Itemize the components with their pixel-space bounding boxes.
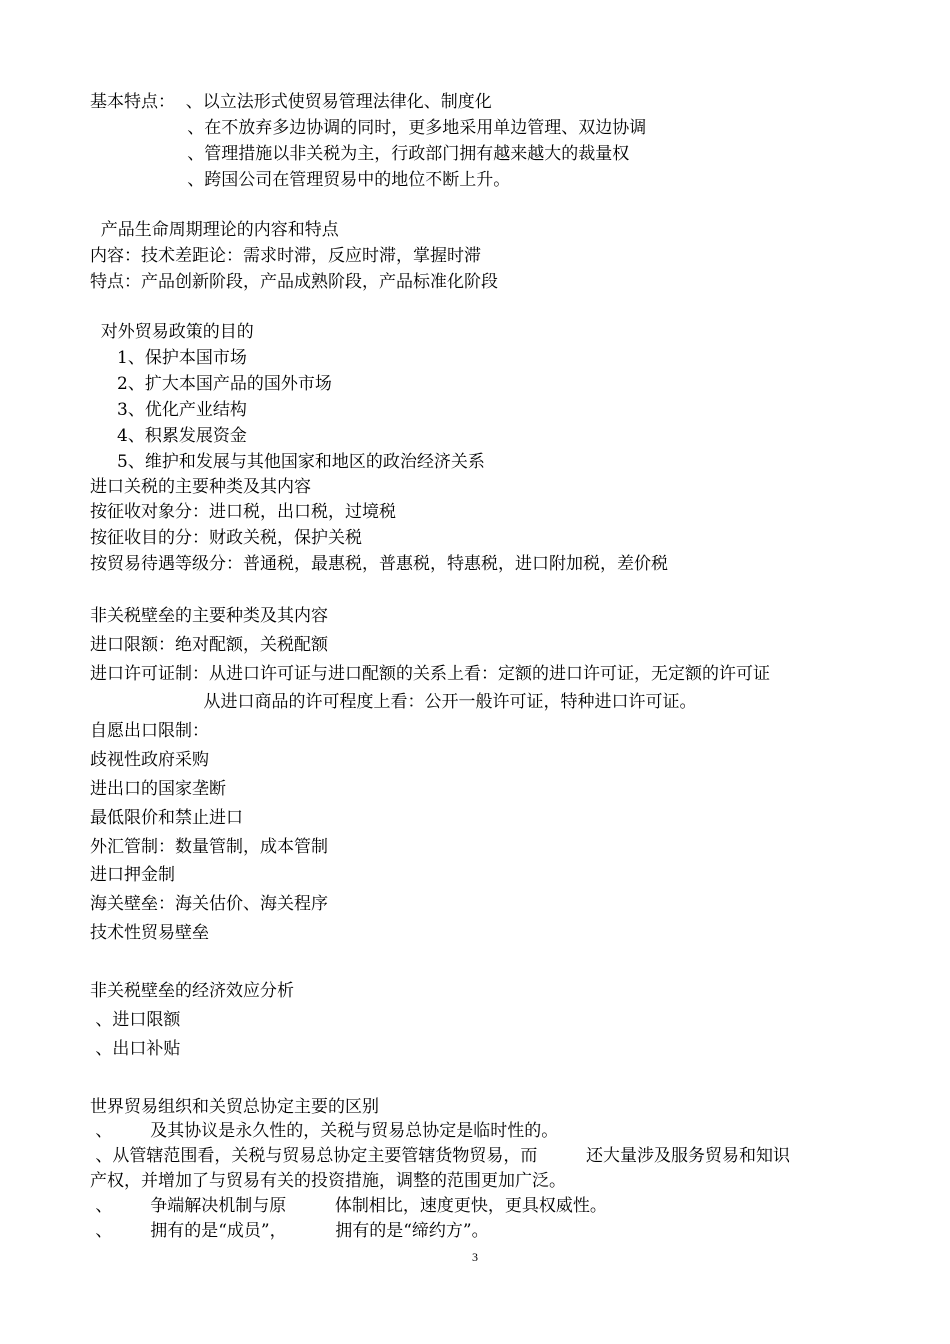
text-line: 特点：产品创新阶段，产品成熟阶段，产品标准化阶段 xyxy=(90,272,498,292)
text-line: 外汇管制：数量管制，成本管制 xyxy=(90,837,328,857)
text-line: 技术性贸易壁垒 xyxy=(90,923,209,943)
section-heading: 产品生命周期理论的内容和特点 xyxy=(90,220,339,240)
list-item: 3、优化产业结构 xyxy=(90,400,247,420)
text-line: 、跨国公司在管理贸易中的地位不断上升。 xyxy=(90,170,511,190)
list-item: 4、积累发展资金 xyxy=(90,426,247,446)
section-heading: 非关税壁垒的经济效应分析 xyxy=(90,981,294,1001)
text-line: 进口押金制 xyxy=(90,865,175,885)
text-line: 海关壁垒：海关估价、海关程序 xyxy=(90,894,328,914)
text-line: 基本特点： 、以立法形式使贸易管理法律化、制度化 xyxy=(90,92,492,112)
list-item: 2、扩大本国产品的国外市场 xyxy=(90,374,332,394)
text-line: 产权，并增加了与贸易有关的投资措施，调整的范围更加广泛。 xyxy=(90,1171,566,1191)
list-item: 5、维护和发展与其他国家和地区的政治经济关系 xyxy=(90,452,485,472)
text-line: 、在不放弃多边协调的同时，更多地采用单边管理、双边协调 xyxy=(90,118,647,138)
list-item: 、进口限额 xyxy=(90,1010,181,1030)
section-heading: 进口关税的主要种类及其内容 xyxy=(90,477,311,497)
list-item: 、 及其协议是永久性的，关税与贸易总协定是临时性的。 xyxy=(90,1121,559,1141)
text-line: 、管理措施以非关税为主，行政部门拥有越来越大的裁量权 xyxy=(90,144,630,164)
list-item: 、 拥有的是“成员”， 拥有的是“缔约方”。 xyxy=(90,1221,489,1241)
section-heading: 非关税壁垒的主要种类及其内容 xyxy=(90,606,328,626)
text-line: 按征收对象分：进口税，出口税，过境税 xyxy=(90,502,396,522)
text-line: 自愿出口限制： xyxy=(90,721,209,741)
text-line: 歧视性政府采购 xyxy=(90,750,209,770)
list-item: 1、保护本国市场 xyxy=(90,348,247,368)
list-item: 、出口补贴 xyxy=(90,1039,181,1059)
text-line: 从进口商品的许可程度上看：公开一般许可证，特种进口许可证。 xyxy=(90,692,697,712)
text-line: 内容：技术差距论：需求时滞，反应时滞，掌握时滞 xyxy=(90,246,481,266)
text-line: 进口限额：绝对配额，关税配额 xyxy=(90,635,328,655)
list-item: 、从管辖范围看，关税与贸易总协定主要管辖货物贸易，而 还大量涉及服务贸易和知识 xyxy=(90,1146,791,1166)
text-line: 按征收目的分：财政关税，保护关税 xyxy=(90,528,362,548)
text-line: 最低限价和禁止进口 xyxy=(90,808,243,828)
page-number: 3 xyxy=(472,1250,478,1264)
text-line: 进出口的国家垄断 xyxy=(90,779,226,799)
text-line: 按贸易待遇等级分：普通税，最惠税，普惠税，特惠税，进口附加税，差价税 xyxy=(90,554,668,574)
section-heading: 对外贸易政策的目的 xyxy=(90,322,254,342)
section-heading: 世界贸易组织和关贸总协定主要的区别 xyxy=(90,1097,379,1117)
list-item: 、 争端解决机制与原 体制相比，速度更快，更具权威性。 xyxy=(90,1196,607,1216)
text-line: 进口许可证制：从进口许可证与进口配额的关系上看：定额的进口许可证，无定额的许可证 xyxy=(90,664,770,684)
